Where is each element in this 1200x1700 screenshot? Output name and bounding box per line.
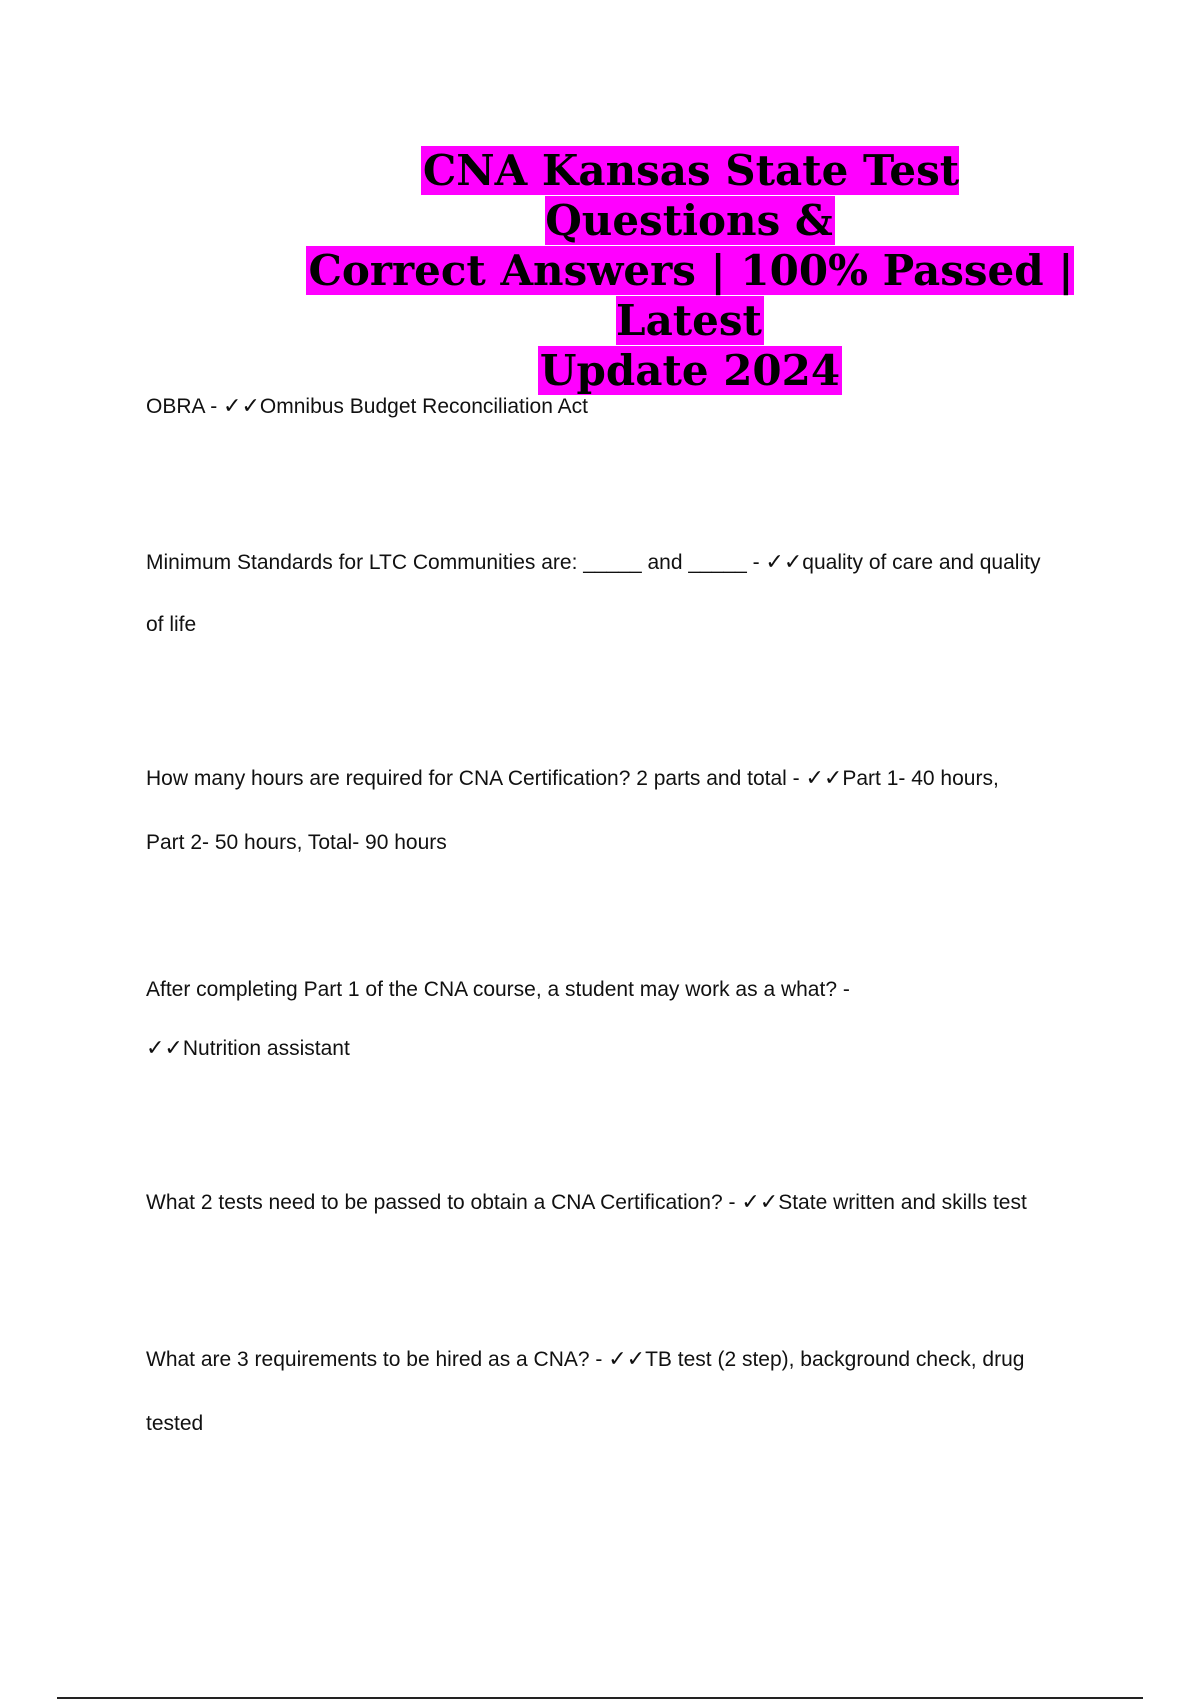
checkmark-icon: ✓✓ xyxy=(608,1347,646,1372)
answer-text: quality of care and quality xyxy=(802,551,1041,574)
qa-line xyxy=(146,1036,1086,1061)
answer-continuation: of life xyxy=(146,613,197,636)
qa-line xyxy=(146,1190,1086,1215)
qa-line xyxy=(146,550,1086,575)
qa-line xyxy=(146,394,1086,419)
qa-line xyxy=(146,1347,1086,1372)
question-text: What are 3 requirements to be hired as a CNA? - xyxy=(146,1348,609,1371)
title-line: Update 2024 xyxy=(539,346,841,395)
qa-item-obra xyxy=(146,394,1086,419)
document-title xyxy=(300,146,1080,396)
checkmark-icon: ✓✓ xyxy=(805,766,843,791)
qa-item-certification-hours xyxy=(146,766,1086,855)
answer-text: Nutrition assistant xyxy=(182,1037,350,1060)
checkmark-icon: ✓✓ xyxy=(765,550,803,575)
title-line: Correct Answers | 100% Passed | Latest xyxy=(308,246,1074,345)
answer-text: Omnibus Budget Reconciliation Act xyxy=(259,395,588,418)
page-bottom-rule xyxy=(57,1697,1143,1699)
checkmark-icon: ✓✓ xyxy=(223,394,260,419)
checkmark-icon: ✓✓ xyxy=(741,1190,779,1215)
title-line: CNA Kansas State Test Questions & xyxy=(422,146,960,245)
checkmark-icon: ✓✓ xyxy=(146,1036,183,1061)
question-text: How many hours are required for CNA Certification? 2 parts and total - xyxy=(146,767,806,790)
qa-item-hire-requirements xyxy=(146,1347,1086,1436)
qa-item-tests xyxy=(146,1190,1086,1215)
question-text: OBRA - xyxy=(146,395,224,418)
question-text: Minimum Standards for LTC Communities are: _____ and _____ - xyxy=(146,551,766,574)
qa-item-part1-work xyxy=(146,978,1086,1061)
qa-item-minimum-standards xyxy=(146,550,1086,637)
qa-line xyxy=(146,766,1086,791)
answer-text: State written and skills test xyxy=(778,1191,1027,1214)
answer-text: TB test (2 step), background check, drug xyxy=(645,1348,1025,1371)
answer-continuation: tested xyxy=(146,1412,204,1435)
question-text: After completing Part 1 of the CNA course, a student may work as a what? - xyxy=(146,978,850,1001)
answer-text: Part 1- 40 hours, xyxy=(842,767,999,790)
question-text: What 2 tests need to be passed to obtain a CNA Certification? - xyxy=(146,1191,742,1214)
answer-continuation: Part 2- 50 hours, Total- 90 hours xyxy=(146,831,447,854)
